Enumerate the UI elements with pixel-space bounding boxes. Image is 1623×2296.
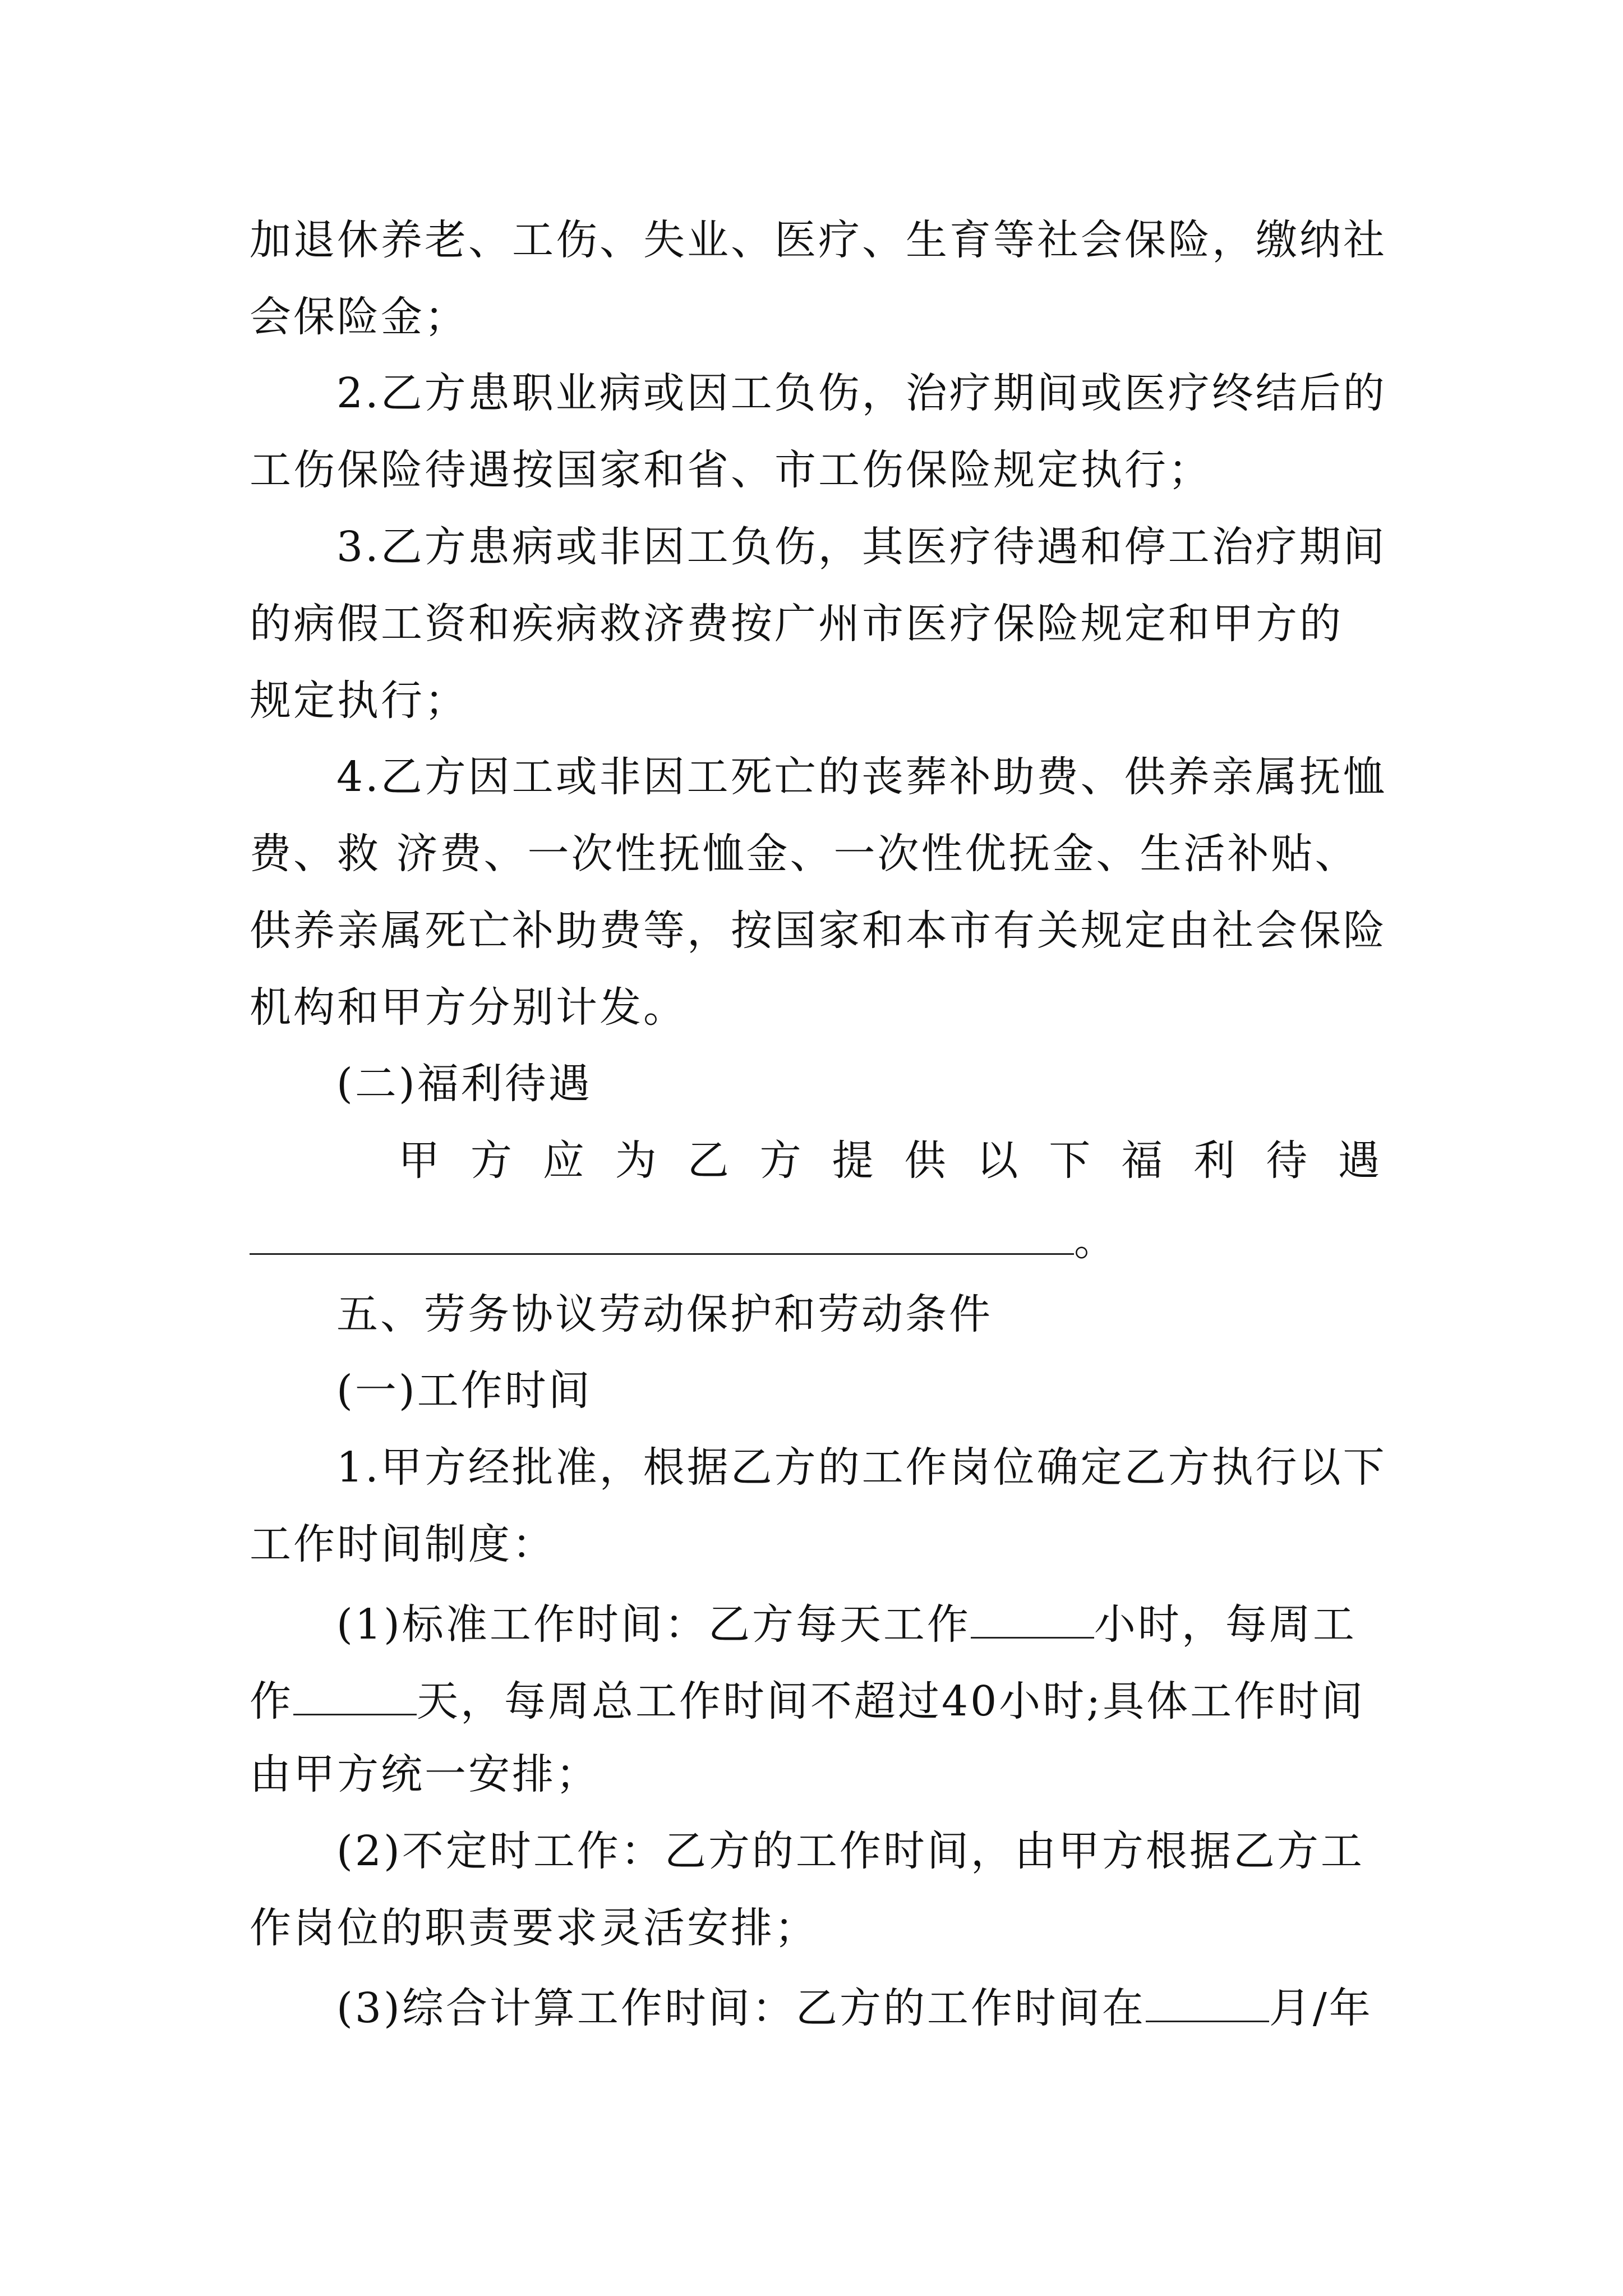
text-line: (2)不定时工作：乙方的工作时间，由甲方根据乙方工 [336, 1827, 1364, 1875]
text-line: 3.乙方患病或非因工负伤，其医疗待遇和停工治疗期间 [336, 523, 1387, 571]
period-unit-blank[interactable] [1146, 1977, 1269, 2022]
spread-char: 以 [976, 1137, 1018, 1185]
text-line: 会保险金； [250, 293, 468, 341]
spread-char: 为 [615, 1137, 657, 1185]
spread-char: 遇 [1338, 1137, 1380, 1185]
text-line: 工伤保险待遇按国家和省、市工伤保险规定执行； [250, 446, 1212, 494]
spread-char: 福 [1121, 1137, 1163, 1185]
spread-char: 应 [542, 1137, 584, 1185]
period: 。 [1074, 1217, 1118, 1265]
text-segment: (1)标准工作时间：乙方每天工作 [336, 1600, 971, 1649]
fill-in-blank[interactable] [250, 1209, 1074, 1255]
spread-char: 提 [832, 1137, 874, 1185]
spread-char: 利 [1193, 1137, 1235, 1185]
text-line: 规定执行； [250, 677, 468, 725]
text-line: 供养亲属死亡补助费等，按国家和本市有关规定由社会保险 [250, 907, 1387, 955]
blank-line [250, 1209, 1380, 1266]
section-heading: (一)工作时间 [336, 1366, 592, 1415]
text-segment: 月/年 [1269, 1984, 1373, 2032]
spread-char: 方 [759, 1137, 801, 1185]
text-line-with-blank [336, 1977, 1380, 2033]
text-line: 费、救 济费、一次性抚恤金、一次性优抚金、生活补贴、 [250, 830, 1359, 878]
text-segment: 小时，每周工 [1094, 1600, 1357, 1649]
days-per-week-blank[interactable] [293, 1670, 417, 1715]
text-segment: 作 [250, 1677, 293, 1726]
hours-per-day-blank[interactable] [971, 1593, 1094, 1639]
text-line: 加退休养老、工伤、失业、医疗、生育等社会保险，缴纳社 [250, 216, 1387, 264]
text-line: 机构和甲方分别计发。 [250, 983, 687, 1032]
text-line: 工作时间制度： [250, 1520, 556, 1568]
text-line: 的病假工资和疾病救济费按广州市医疗保险规定和甲方的 [250, 600, 1343, 648]
spread-char: 乙 [687, 1137, 729, 1185]
spread-char: 方 [470, 1137, 512, 1185]
section-heading: 五、劳务协议劳动保护和劳动条件 [336, 1290, 993, 1338]
spread-char: 下 [1049, 1137, 1091, 1185]
text-line: 2.乙方患职业病或因工负伤，治疗期间或医疗终结后的 [336, 369, 1387, 417]
text-line: 由甲方统一安排； [250, 1750, 600, 1798]
welfare-spread-line [398, 1133, 1380, 1189]
spread-char: 待 [1266, 1137, 1308, 1185]
text-line: 1.甲方经批准，根据乙方的工作岗位确定乙方执行以下 [336, 1443, 1387, 1492]
text-segment: (3)综合计算工作时间：乙方的工作时间在 [336, 1984, 1146, 2032]
spread-char: 甲 [398, 1137, 440, 1185]
section-heading: (二)福利待遇 [336, 1060, 592, 1108]
spread-char: 供 [904, 1137, 946, 1185]
text-line: 4.乙方因工或非因工死亡的丧葬补助费、供养亲属抚恤 [336, 753, 1387, 801]
text-line-with-blank [336, 1593, 1380, 1649]
text-segment: 天，每周总工作时间不超过40小时;具体工作时间 [417, 1677, 1366, 1726]
text-line: 作岗位的职责要求灵活安排； [250, 1904, 818, 1952]
text-line-with-blank [250, 1670, 1380, 1726]
